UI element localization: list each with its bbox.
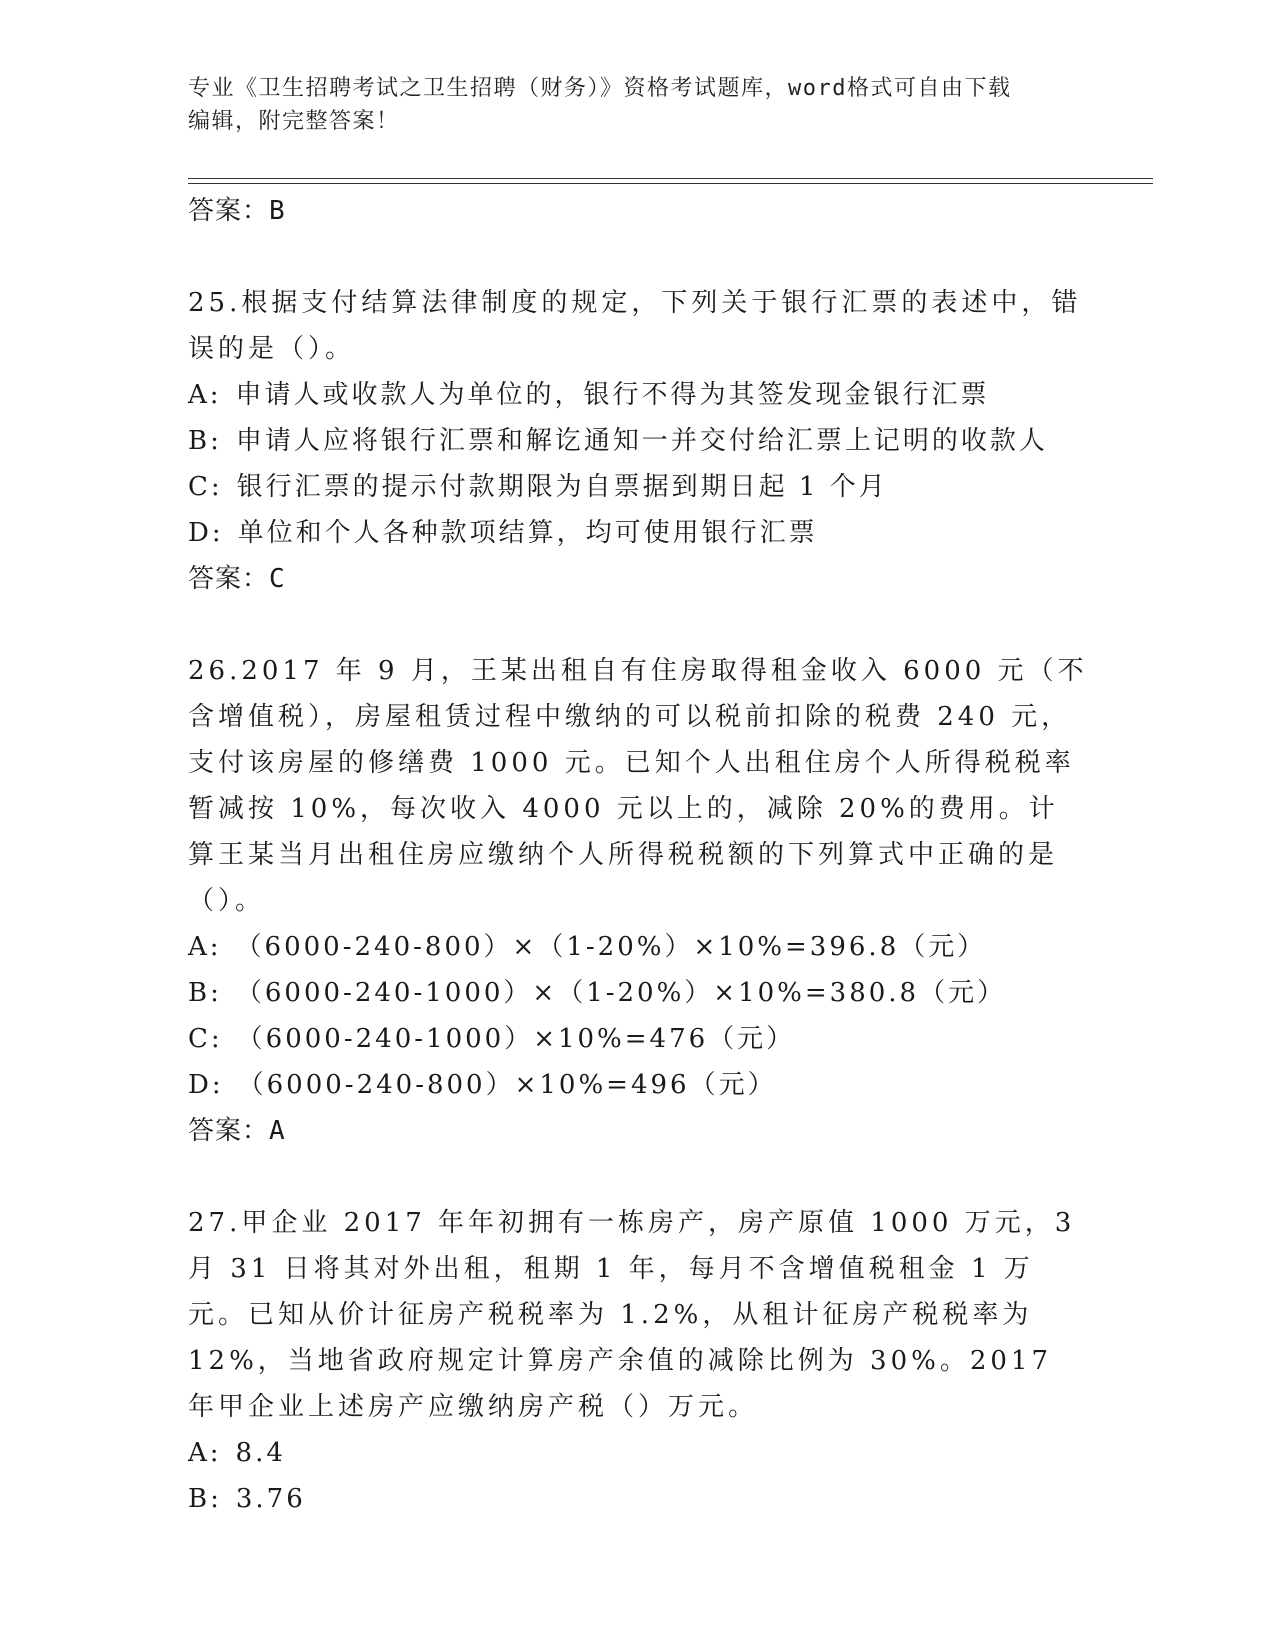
option-text: 单位和个人各种款项结算，均可使用银行汇票 [237, 518, 818, 548]
answer-line: 答案：B [188, 196, 286, 226]
question-27 [188, 1200, 1088, 1522]
option-key: C: [188, 472, 223, 502]
option-key: C: [188, 1024, 223, 1054]
option-b [188, 1476, 1088, 1522]
option-text: 申请人或收款人为单位的，银行不得为其签发现金银行汇票 [235, 380, 990, 410]
option-text: 银行汇票的提示付款期限为自票据到期日起 1 个月 [236, 472, 888, 502]
option-key: D: [188, 518, 224, 548]
option-text: （6000-240-1000）×10%=476（元） [236, 1024, 796, 1054]
option-text: （6000-240-800）×（1-20%）×10%=396.8（元） [235, 932, 987, 962]
answer-line: 答案：C [188, 564, 286, 594]
header-rule-top [188, 178, 1153, 179]
document-body [188, 188, 1088, 1522]
header-line-2: 编辑，附完整答案！ [188, 109, 400, 134]
option-a [188, 372, 1088, 418]
answer-line: 答案：A [188, 1116, 286, 1146]
option-b [188, 970, 1088, 1016]
option-d [188, 1062, 1088, 1108]
option-c [188, 1016, 1088, 1062]
header-line-1: 专业《卫生招聘考试之卫生招聘（财务）》资格考试题库，word格式可自由下载 [188, 76, 1012, 101]
option-text: （6000-240-800）×10%=496（元） [237, 1070, 777, 1100]
option-a [188, 924, 1088, 970]
option-a [188, 1430, 1088, 1476]
option-b [188, 418, 1088, 464]
option-key: B: [188, 1484, 222, 1514]
question-stem: 26.2017 年 9 月，王某出租自有住房取得租金收入 6000 元（不含增值税），房屋租赁过程中缴纳的可以税前扣除的税费 240 元，支付该房屋的修缮费 1000 元。已知个人出租住房个人所得税税率暂减按 10%，每次收入 4000 元以上的，减除 20%的费用。计算王某当月出租住房应缴纳个人所得税税额的下列算式中正确的是（）。 [188, 656, 1088, 916]
option-d [188, 510, 1088, 556]
header-rule-bottom [188, 183, 1153, 184]
question-26 [188, 648, 1088, 1154]
option-text: （6000-240-1000）×（1-20%）×10%=380.8（元） [235, 978, 1007, 1008]
option-key: D: [188, 1070, 224, 1100]
page-header [188, 72, 1088, 138]
option-key: A: [188, 1438, 222, 1468]
option-text: 3.76 [235, 1484, 306, 1514]
question-stem: 27.甲企业 2017 年年初拥有一栋房产，房产原值 1000 万元，3 月 31 日将其对外出租，租期 1 年，每月不含增值税租金 1 万元。已知从价计征房产税税率为 1.2%，从租计征房产税税率为 12%，当地省政府规定计算房产余值的减除比例为 30%。2017 年甲企业上述房产应缴纳房产税（）万元。 [188, 1208, 1076, 1422]
option-key: A: [188, 932, 222, 962]
option-text: 申请人应将银行汇票和解讫通知一并交付给汇票上记明的收款人 [235, 426, 1048, 456]
question-stem: 25.根据支付结算法律制度的规定，下列关于银行汇票的表述中，错误的是（）。 [188, 288, 1082, 364]
option-key: A: [188, 380, 222, 410]
question-25 [188, 280, 1088, 602]
option-c [188, 464, 1088, 510]
option-key: B: [188, 426, 222, 456]
option-key: B: [188, 978, 222, 1008]
option-text: 8.4 [235, 1438, 286, 1468]
